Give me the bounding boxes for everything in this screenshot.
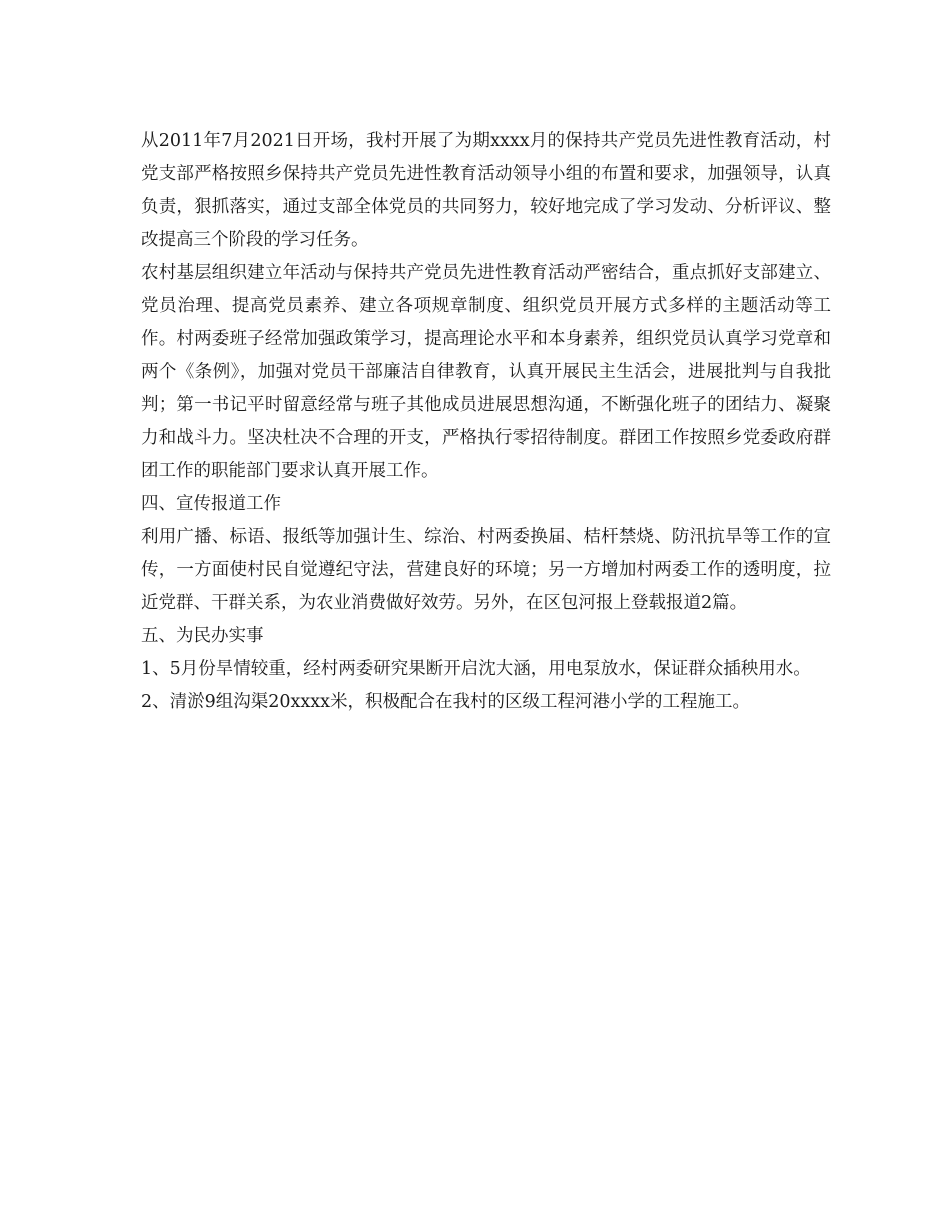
paragraph-publicity: 利用广播、标语、报纸等加强计生、综治、村两委换届、桔杆禁烧、防汛抗旱等工作的宣传，一方面使村民自觉遵纪守法，营建良好的环境；另一方增加村两委工作的透明度，拉近党群、干群关系，为农业消费做好效劳。另外，在区包河报上登载报道2篇。 <box>141 527 831 613</box>
paragraph-study-activity: 从2011年7月2021日开场，我村开展了为期xxxx月的保持共产党员先进性教育活动，村党支部严格按照乡保持共产党员先进性教育活动领导小组的布置和要求，加强领导，认真负责，狠抓落实，通过支部全体党员的共同努力，较好地完成了学习发动、分析评议、整改提高三个阶段的学习任务。 <box>141 131 831 250</box>
list-item-ditch-dredging: 2、清淤9组沟渠20xxxx米，积极配合在我村的区级工程河港小学的工程施工。 <box>141 692 751 712</box>
section-heading-publicity: 四、宣传报道工作 <box>141 494 281 514</box>
document-body <box>141 125 831 719</box>
list-item-drought-relief: 1、5月份旱情较重，经村两委研究果断开启沈大涵，用电泵放水，保证群众插秧用水。 <box>141 659 811 679</box>
paragraph-organization-building: 农村基层组织建立年活动与保持共产党员先进性教育活动严密结合，重点抓好支部建立、党员治理、提高党员素养、建立各项规章制度、组织党员开展方式多样的主题活动等工作。村两委班子经常加强政策学习，提高理论水平和本身素养，组织党员认真学习党章和两个《条例》，加强对党员干部廉洁自律教育，认真开展民主生活会，进展批判与自我批判；第一书记平时留意经常与班子其他成员进展思想沟通，不断强化班子的团结力、凝聚力和战斗力。坚决杜决不合理的开支，严格执行零招待制度。群团工作按照乡党委政府群团工作的职能部门要求认真开展工作。 <box>141 263 831 481</box>
section-heading-practical-matters: 五、为民办实事 <box>141 626 264 646</box>
